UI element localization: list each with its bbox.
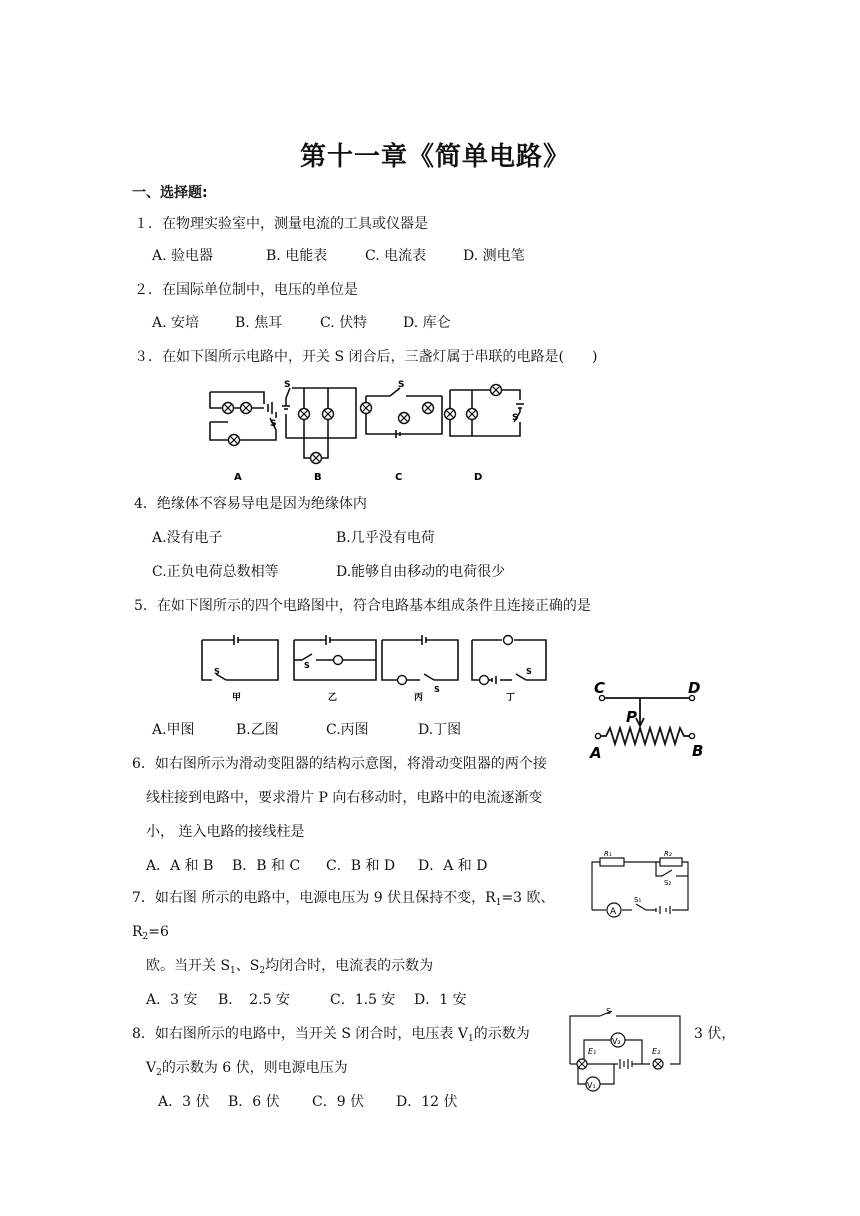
question-6-line-3: 小， 连入电路的接线柱是 <box>146 824 305 840</box>
q7-ammeter-label: A <box>610 907 617 917</box>
q7-r1-label: R₁ <box>604 850 612 858</box>
q3-switch-label-d: S <box>512 413 519 423</box>
q3-circuit-figures <box>200 378 530 488</box>
q6-option-b: B．B 和 C <box>232 858 301 874</box>
q8-v1-label: V₁ <box>587 1081 596 1090</box>
question-1-stem: １．在物理实验室中，测量电流的工具或仪器是 <box>134 216 428 232</box>
question-8-line-1: 8．如右图所示的电路中，当开关 S 闭合时，电压表 $V_1$的示数为 <box>132 1026 530 1044</box>
rheostat-label-c: C <box>594 679 606 697</box>
q8-option-b: B．6 伏 <box>228 1094 280 1110</box>
q8-circuit-figure <box>566 1008 686 1094</box>
q5-switch-label-jia: S <box>214 667 220 676</box>
question-6-line-2: 线柱接到电路中，要求滑片 P 向右移动时，电路中的电流逐渐变 <box>146 790 543 806</box>
rheostat-label-p: P <box>626 708 637 726</box>
question-7-line-2: $R_2=6$ <box>132 924 169 942</box>
q6-rheostat-figure <box>584 678 714 764</box>
question-5-stem: 5．在如下图所示的四个电路图中，符合电路基本组成条件且连接正确的是 <box>134 598 591 614</box>
q7-option-a: A．3 安 <box>146 992 198 1008</box>
q4-option-c: C.正负电荷总数相等 <box>152 564 279 580</box>
q5-switch-label-bing: S <box>434 685 440 694</box>
q7-r2-label: R₂ <box>664 850 672 858</box>
q8-option-c: C．9 伏 <box>312 1094 365 1110</box>
q4-option-a: A.没有电子 <box>152 530 223 546</box>
q8-e1-label: E₁ <box>588 1047 597 1056</box>
section-heading: 一、选择题: <box>132 185 208 201</box>
q1-option-b: B. 电能表 <box>266 248 328 264</box>
q4-option-d: D.能够自由移动的电荷很少 <box>336 564 506 580</box>
q8-e2-label: E₂ <box>652 1047 661 1056</box>
q7-option-d: D．1 安 <box>414 992 467 1008</box>
q7-option-b: B． 2.5 安 <box>218 992 291 1008</box>
q8-v2-label: V₂ <box>612 1037 621 1046</box>
q5-fig-label-bing: 丙 <box>414 693 424 703</box>
q1-option-a: A. 验电器 <box>152 248 214 264</box>
q2-option-d: D. 库仑 <box>403 315 451 331</box>
question-8-line-1-tail: 3 伏， <box>694 1026 736 1042</box>
q7-s1-label: S₁ <box>634 896 642 904</box>
q5-circuit-figures <box>196 632 566 704</box>
rheostat-label-d: D <box>688 679 701 697</box>
question-2-stem: ２．在国际单位制中，电压的单位是 <box>134 282 358 298</box>
q6-option-c: C．B 和 D <box>326 858 396 874</box>
q4-option-b: B.几乎没有电荷 <box>336 530 435 546</box>
rheostat-label-a: A <box>590 744 602 762</box>
question-8-line-2: $V_2$的示数为 6 伏，则电源电压为 <box>146 1060 348 1078</box>
q5-fig-label-yi: 乙 <box>328 693 338 703</box>
q5-switch-label-yi: S <box>304 661 310 670</box>
page-title: 第十一章《简单电路》 <box>300 142 571 172</box>
q3-switch-label-b: S <box>284 380 291 390</box>
q5-option-c: C.丙图 <box>326 722 369 738</box>
q8-option-a: A．3 伏 <box>158 1094 210 1110</box>
q5-option-b: B.乙图 <box>236 722 279 738</box>
q5-fig-label-ding: 丁 <box>506 693 516 703</box>
q5-switch-label-ding: S <box>526 667 532 676</box>
q3-switch-label-a: S <box>270 419 277 429</box>
q2-option-a: A. 安培 <box>152 315 200 331</box>
q7-s2-label: S₂ <box>664 879 672 887</box>
q1-option-c: C. 电流表 <box>365 248 427 264</box>
q5-option-d: D.丁图 <box>418 722 462 738</box>
q6-option-d: D．A 和 D <box>418 858 488 874</box>
q7-option-c: C．1.5 安 <box>330 992 396 1008</box>
q3-fig-label-c: C <box>395 472 403 483</box>
q2-option-b: B. 焦耳 <box>235 315 283 331</box>
q8-switch-label: S <box>606 1007 612 1016</box>
q1-option-d: D. 测电笔 <box>463 248 525 264</box>
q3-switch-label-c: S <box>398 380 405 390</box>
question-4-stem: 4．绝缘体不容易导电是因为绝缘体内 <box>134 496 367 512</box>
q2-option-c: C. 伏特 <box>320 315 368 331</box>
question-7-line-1: 7．如右图 所示的电路中，电源电压为 9 伏且保持不变，$R_1=3$ 欧、 <box>132 890 555 908</box>
question-6-line-1: 6．如右图所示为滑动变阻器的结构示意图，将滑动变阻器的两个接 <box>132 756 547 772</box>
q8-option-d: D．12 伏 <box>396 1094 458 1110</box>
q3-fig-label-a: A <box>234 472 242 483</box>
q6-option-a: A．A 和 B <box>146 858 214 874</box>
q3-fig-label-b: B <box>314 472 322 483</box>
question-7-line-3: 欧。当开关 $S_1$、$S_2$均闭合时，电流表的示数为 <box>146 958 434 976</box>
q5-option-a: A.甲图 <box>152 722 195 738</box>
question-3-stem: ３．在如下图所示电路中，开关 S 闭合后，三盏灯属于串联的电路是( ) <box>134 349 598 365</box>
rheostat-label-b: B <box>692 742 704 760</box>
q3-fig-label-d: D <box>474 472 483 483</box>
q7-circuit-figure <box>588 848 694 918</box>
q5-fig-label-jia: 甲 <box>232 693 242 703</box>
